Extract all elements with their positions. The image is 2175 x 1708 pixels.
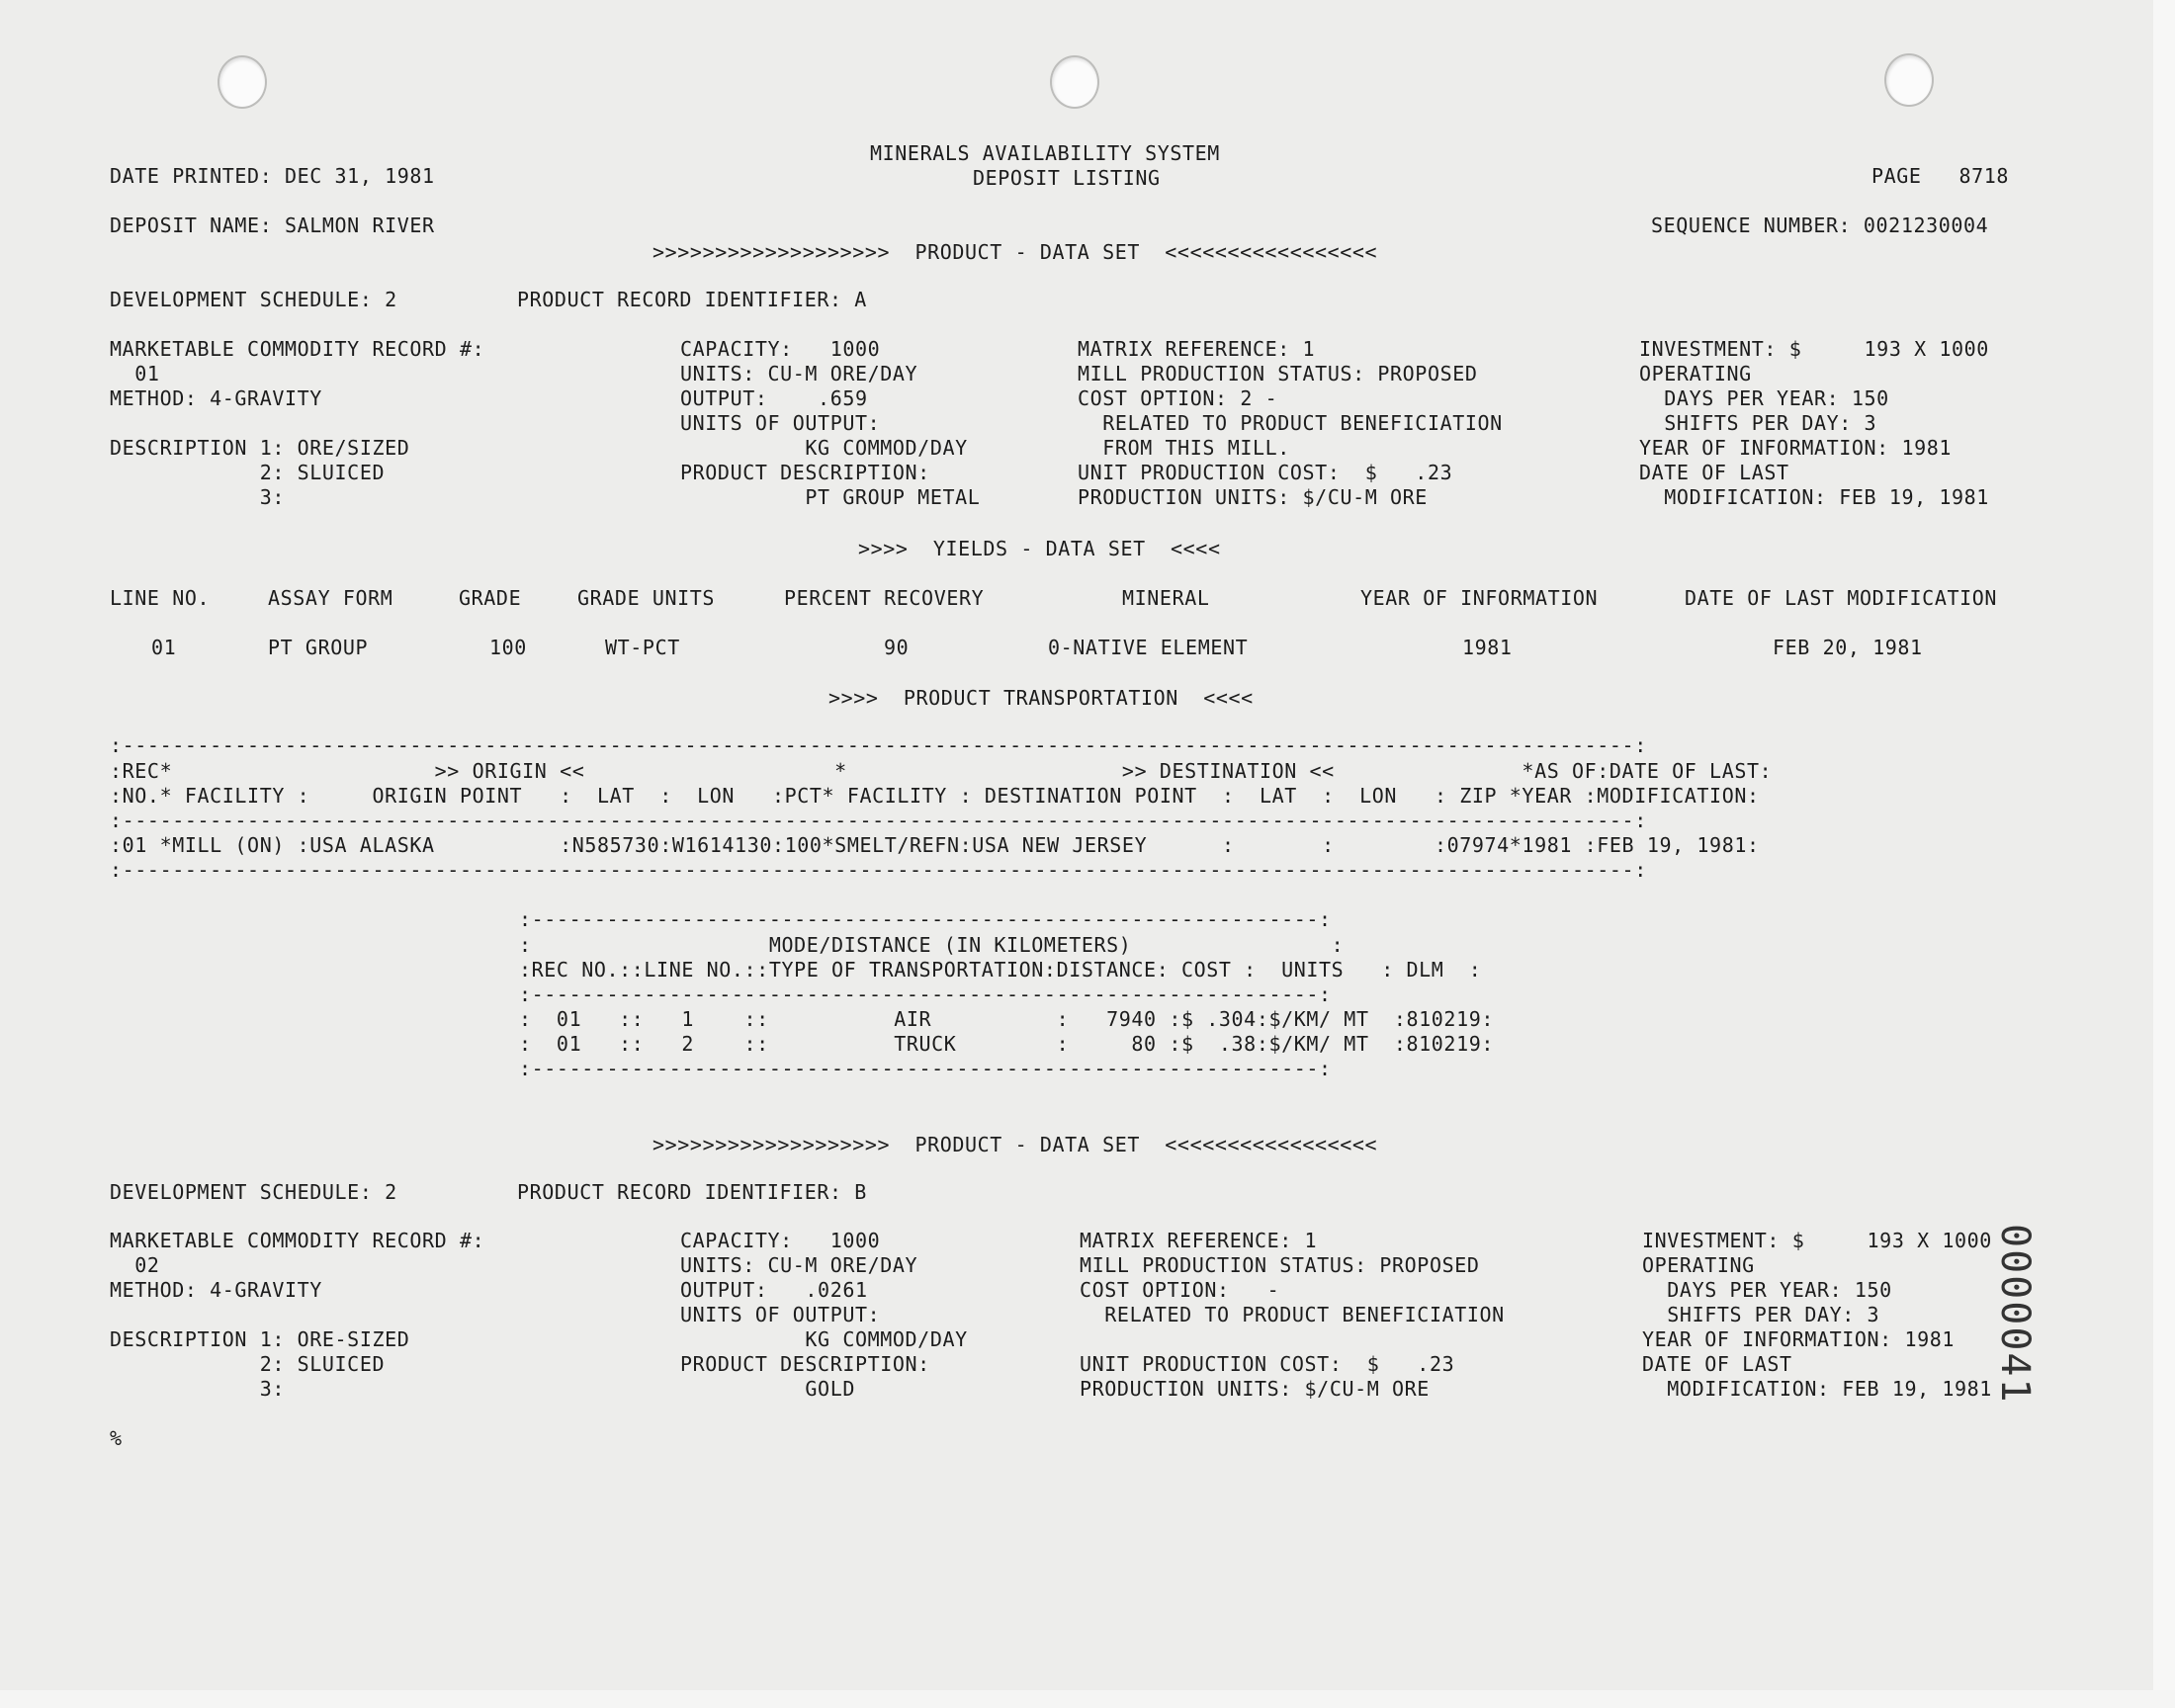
units-of-output-label: UNITS OF OUTPUT: — [680, 1303, 881, 1326]
yields-cell-percent-recovery: 90 — [884, 636, 910, 659]
side-page-stamp: 0000041 — [1992, 1224, 2038, 1405]
cost-option: COST OPTION: - — [1080, 1278, 1280, 1302]
yields-header-date-of-last-modification: DATE OF LAST MODIFICATION — [1685, 586, 1998, 610]
yields-cell-assay-form: PT GROUP — [268, 636, 369, 659]
operating-label: OPERATING — [1639, 362, 1752, 385]
mill-production-status: MILL PRODUCTION STATUS: PROPOSED — [1080, 1253, 1480, 1277]
date-printed: DATE PRINTED: DEC 31, 1981 — [110, 164, 435, 188]
marketable-commodity-label: MARKETABLE COMMODITY RECORD #: — [110, 1229, 485, 1252]
days-per-year: DAYS PER YEAR: 150 — [1642, 1278, 1892, 1302]
product-description-value: PT GROUP METAL — [680, 485, 981, 509]
system-title: MINERALS AVAILABILITY SYSTEM — [870, 141, 1220, 165]
mode-distance-rule-bottom: :---------------------------------------------------------------: — [519, 1057, 1332, 1080]
development-schedule-a: DEVELOPMENT SCHEDULE: 2 — [110, 288, 397, 311]
yields-cell-line-no: 01 — [151, 636, 177, 659]
yields-cell-date-of-last-modification: FEB 20, 1981 — [1773, 636, 1923, 659]
shifts-per-day: SHIFTS PER DAY: 3 — [1639, 411, 1877, 435]
marketable-commodity-number: 02 — [110, 1253, 160, 1277]
description-2: 2: SLUICED — [110, 461, 386, 484]
cost-option-detail-1: RELATED TO PRODUCT BENEFICIATION — [1078, 411, 1503, 435]
transport-rule-mid: :-------------------------------------------------------------------------------------------------------------------------: — [110, 809, 1647, 832]
capacity: CAPACITY: 1000 — [680, 337, 881, 361]
units-of-output-label: UNITS OF OUTPUT: — [680, 411, 881, 435]
units: UNITS: CU-M ORE/DAY — [680, 1253, 918, 1277]
mill-production-status: MILL PRODUCTION STATUS: PROPOSED — [1078, 362, 1478, 385]
yields-header-grade-units: GRADE UNITS — [577, 586, 716, 610]
investment: INVESTMENT: $ 193 X 1000 — [1642, 1229, 1992, 1252]
yields-cell-grade: 100 — [489, 636, 527, 659]
mode-distance-header: :REC NO.::LINE NO.::TYPE OF TRANSPORTATION:DISTANCE: COST : UNITS : DLM : — [519, 958, 1482, 982]
description-2: 2: SLUICED — [110, 1352, 386, 1376]
unit-production-cost: UNIT PRODUCTION COST: $ .23 — [1078, 461, 1453, 484]
development-schedule-b: DEVELOPMENT SCHEDULE: 2 — [110, 1180, 397, 1204]
mode-distance-row-truck: : 01 :: 2 :: TRUCK : 80 :$ .38:$/KM/ MT :810219: — [519, 1032, 1494, 1056]
transport-rule-bottom: :-------------------------------------------------------------------------------------------------------------------------: — [110, 858, 1647, 882]
method: METHOD: 4-GRAVITY — [110, 386, 322, 410]
mode-distance-row-air: : 01 :: 1 :: AIR : 7940 :$ .304:$/KM/ MT :810219: — [519, 1007, 1494, 1031]
yields-header-percent-recovery: PERCENT RECOVERY — [784, 586, 985, 610]
yields-header-assay-form: ASSAY FORM — [268, 586, 393, 610]
marketable-commodity-number: 01 — [110, 362, 160, 385]
production-units: PRODUCTION UNITS: $/CU-M ORE — [1080, 1377, 1430, 1401]
yields-header-mineral: MINERAL — [1122, 586, 1210, 610]
product-description-value: GOLD — [680, 1377, 855, 1401]
transport-data-row: :01 *MILL (ON) :USA ALASKA :N585730:W1614130:100*SMELT/REFN:USA NEW JERSEY : : :07974*1981 :FEB 19, 1981: — [110, 833, 1760, 857]
punch-hole-right — [1884, 53, 1934, 107]
modification-date: MODIFICATION: FEB 19, 1981 — [1639, 485, 1989, 509]
deposit-name: DEPOSIT NAME: SALMON RIVER — [110, 214, 435, 237]
year-of-information: YEAR OF INFORMATION: 1981 — [1639, 436, 1953, 460]
units: UNITS: CU-M ORE/DAY — [680, 362, 918, 385]
production-units: PRODUCTION UNITS: $/CU-M ORE — [1078, 485, 1428, 509]
paper-edge-right — [2153, 0, 2175, 1708]
output: OUTPUT: .0261 — [680, 1278, 868, 1302]
days-per-year: DAYS PER YEAR: 150 — [1639, 386, 1889, 410]
product-record-identifier-b: PRODUCT RECORD IDENTIFIER: B — [517, 1180, 867, 1204]
description-1: DESCRIPTION 1: ORE-SIZED — [110, 1327, 410, 1351]
yields-cell-grade-units: WT-PCT — [605, 636, 680, 659]
units-of-output-value: KG COMMOD/DAY — [680, 436, 968, 460]
cost-option-detail-1: RELATED TO PRODUCT BENEFICIATION — [1080, 1303, 1505, 1326]
yields-data-set-banner: >>>> YIELDS - DATA SET <<<< — [858, 537, 1221, 560]
units-of-output-value: KG COMMOD/DAY — [680, 1327, 968, 1351]
date-of-last-label: DATE OF LAST — [1639, 461, 1789, 484]
product-data-set-banner-b: >>>>>>>>>>>>>>>>>>> PRODUCT - DATA SET <<<<<<<<<<<<<<<<< — [652, 1133, 1378, 1156]
mode-distance-rule-top: :---------------------------------------------------------------: — [519, 907, 1332, 931]
transport-header-1: :REC* >> ORIGIN << * >> DESTINATION << *AS OF:DATE OF LAST: — [110, 759, 1773, 783]
yields-header-line-no: LINE NO. — [110, 586, 211, 610]
transport-rule-top: :-------------------------------------------------------------------------------------------------------------------------: — [110, 733, 1647, 757]
description-1: DESCRIPTION 1: ORE/SIZED — [110, 436, 410, 460]
punch-hole-center — [1050, 55, 1099, 109]
date-of-last-label: DATE OF LAST — [1642, 1352, 1792, 1376]
product-record-identifier-a: PRODUCT RECORD IDENTIFIER: A — [517, 288, 867, 311]
product-transportation-banner: >>>> PRODUCT TRANSPORTATION <<<< — [828, 686, 1254, 710]
description-3: 3: — [110, 485, 285, 509]
mode-distance-rule-mid: :---------------------------------------------------------------: — [519, 982, 1332, 1006]
transport-header-2: :NO.* FACILITY : ORIGIN POINT : LAT : LON :PCT* FACILITY : DESTINATION POINT : LAT : LON : ZIP *YEAR :MODIFICATION: — [110, 784, 1760, 808]
yields-cell-year-of-information: 1981 — [1462, 636, 1513, 659]
shifts-per-day: SHIFTS PER DAY: 3 — [1642, 1303, 1880, 1326]
method: METHOD: 4-GRAVITY — [110, 1278, 322, 1302]
product-description-label: PRODUCT DESCRIPTION: — [680, 461, 930, 484]
capacity: CAPACITY: 1000 — [680, 1229, 881, 1252]
yields-cell-mineral: 0-NATIVE ELEMENT — [1048, 636, 1249, 659]
yields-header-year-of-information: YEAR OF INFORMATION — [1360, 586, 1599, 610]
investment: INVESTMENT: $ 193 X 1000 — [1639, 337, 1989, 361]
punch-hole-left — [218, 55, 267, 109]
paper-edge-bottom — [0, 1690, 2175, 1708]
sequence-number: SEQUENCE NUMBER: 0021230004 — [1651, 214, 1989, 237]
yields-header-grade: GRADE — [459, 586, 522, 610]
year-of-information: YEAR OF INFORMATION: 1981 — [1642, 1327, 1956, 1351]
cost-option: COST OPTION: 2 - — [1078, 386, 1278, 410]
mode-distance-title: : MODE/DISTANCE (IN KILOMETERS) : — [519, 933, 1345, 957]
percent-mark: % — [110, 1426, 123, 1450]
matrix-reference: MATRIX REFERENCE: 1 — [1080, 1229, 1318, 1252]
output: OUTPUT: .659 — [680, 386, 868, 410]
unit-production-cost: UNIT PRODUCTION COST: $ .23 — [1080, 1352, 1455, 1376]
matrix-reference: MATRIX REFERENCE: 1 — [1078, 337, 1316, 361]
description-3: 3: — [110, 1377, 285, 1401]
product-description-label: PRODUCT DESCRIPTION: — [680, 1352, 930, 1376]
cost-option-detail-2: FROM THIS MILL. — [1078, 436, 1290, 460]
page-number: PAGE 8718 — [1871, 164, 2010, 188]
modification-date: MODIFICATION: FEB 19, 1981 — [1642, 1377, 1992, 1401]
product-data-set-banner-a: >>>>>>>>>>>>>>>>>>> PRODUCT - DATA SET <<<<<<<<<<<<<<<<< — [652, 240, 1378, 264]
operating-label: OPERATING — [1642, 1253, 1755, 1277]
marketable-commodity-label: MARKETABLE COMMODITY RECORD #: — [110, 337, 485, 361]
listing-title: DEPOSIT LISTING — [973, 166, 1161, 190]
